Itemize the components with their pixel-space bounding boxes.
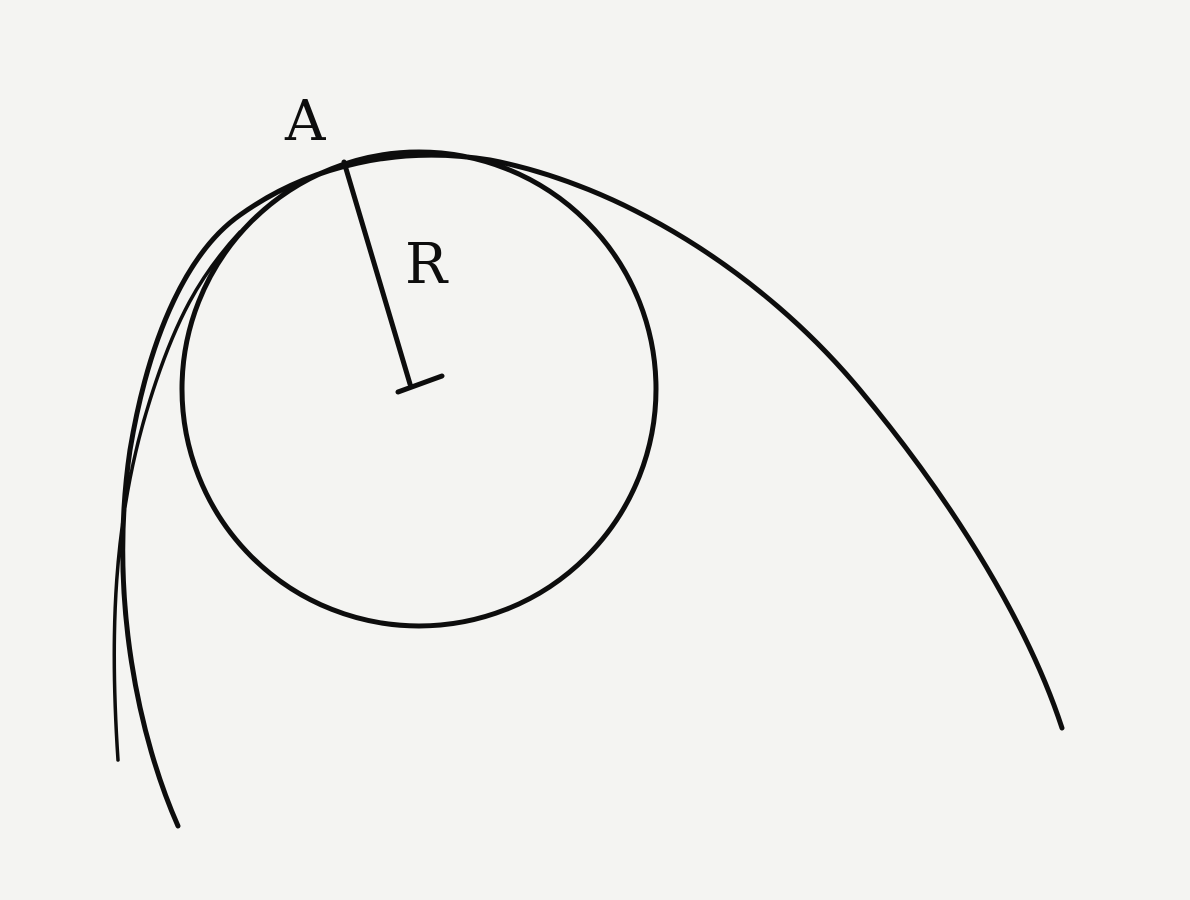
radius-line [344,162,410,384]
point-label-a: A [285,89,326,154]
curve [123,155,1062,826]
radius-end-tick [398,376,442,392]
radius-label-r: R [405,232,448,297]
osculating-circle [182,152,656,626]
